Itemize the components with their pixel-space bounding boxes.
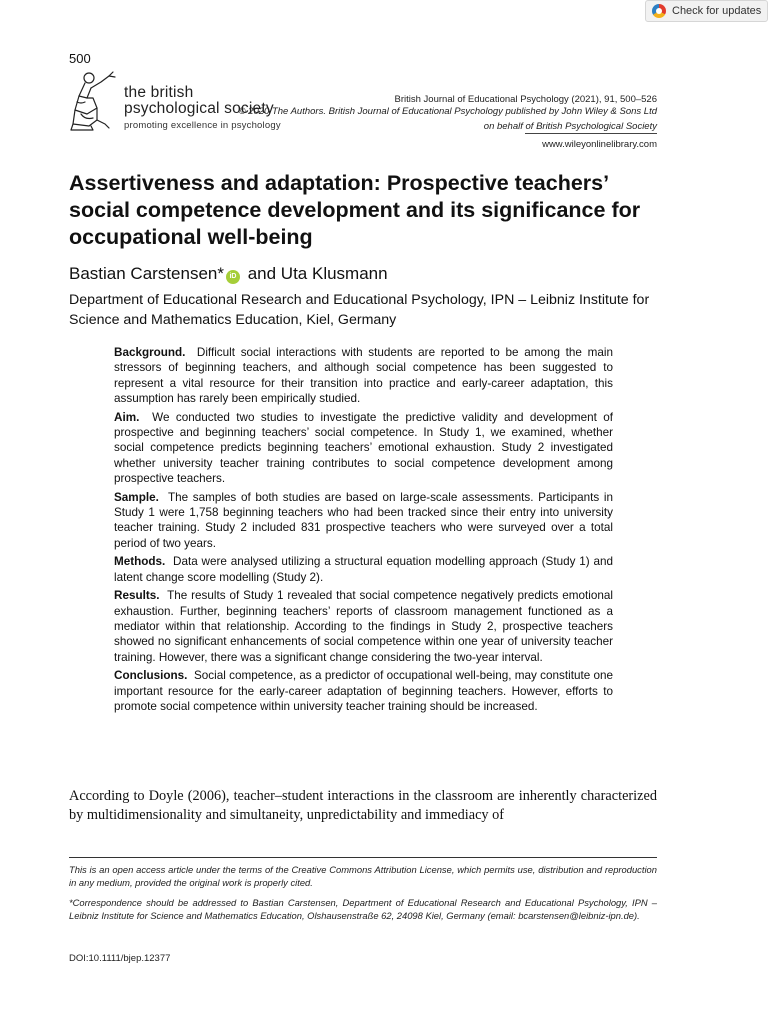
abstract-methods — [114, 554, 613, 585]
author-1: Bastian Carstensen* — [69, 264, 224, 283]
crossmark-icon — [652, 4, 666, 18]
abstract-label: Conclusions. — [114, 669, 188, 683]
affiliation: Department of Educational Research and Educational Psychology, IPN – Leibniz Institute for Science and Mathematics Education, Kiel, Germany — [69, 292, 650, 328]
logo-text-line2: psychological society — [124, 100, 274, 117]
abstract-label: Aim. — [114, 410, 140, 424]
abstract-text: The samples of both studies are based on large-scale assessments. Participants in Study 1 were 1,758 beginning teachers who had been tracked since their entry into university teacher training. Study 2 included 831 prospective teachers who were surveyed over a total period of two years. — [114, 490, 613, 550]
check-for-updates-button[interactable] — [645, 0, 768, 22]
author-list — [69, 264, 388, 284]
abstract-text: We conducted two studies to investigate the predictive validity and development of prospective and beginning teachers’ social competence. In Study 1, we examined, whether social competence predicts beginning teachers’ emotional exhaustion. Study 2 investigated whether university teacher training contributes to social competence development among prospective teachers. — [114, 410, 614, 485]
abstract-background — [114, 345, 613, 406]
correspondence-footnote: *Correspondence should be addressed to Bastian Carstensen, Department of Educational Research and Educational Psychology, IPN – Leibniz Institute for Science and Mathematics Education, Olshausenstraße 62, 24098 Kiel, Germany (email: bcarstensen@leibniz-ipn.de). — [69, 897, 657, 921]
abstract-label: Sample. — [114, 490, 159, 504]
abstract-results — [114, 588, 613, 664]
abstract — [114, 345, 613, 718]
journal-behalf: on behalf of British Psychological Society — [483, 121, 657, 132]
abstract-text: Data were analysed utilizing a structural equation modelling approach (Study 1) and latent change score modelling (Study 2). — [114, 555, 614, 584]
journal-copyright: © 2020 The Authors. British Journal of Educational Psychology published by John Wiley & Sons Ltd — [238, 106, 657, 117]
page-number: 500 — [69, 51, 91, 66]
journal-url-link[interactable]: www.wileyonlinelibrary.com — [542, 139, 657, 150]
footnote-divider — [69, 857, 657, 858]
abstract-label: Methods. — [114, 555, 166, 569]
abstract-label: Background. — [114, 346, 186, 359]
header-divider — [525, 133, 657, 134]
abstract-text: Social competence, as a predictor of occupational well-being, may constitute one important resource for the early-career adaptation of beginning teachers. However, efforts to promote social competence within university teacher training should be increased. — [114, 669, 614, 714]
abstract-aim — [114, 410, 613, 486]
journal-citation: British Journal of Educational Psychology (2021), 91, 500–526 — [394, 94, 657, 105]
author-2: and Uta Klusmann — [247, 264, 388, 283]
orcid-icon[interactable]: iD — [226, 270, 240, 284]
abstract-text: Difficult social interactions with students are reported to be among the main stressors of beginning teachers, and although social competence has been suggested to represent a vital resource for their transition into practice and early-career adaptation, this assumption has rarely been empirically studied. — [114, 346, 613, 405]
bps-logo-figure-icon — [67, 68, 121, 132]
abstract-text: The results of Study 1 revealed that social competence negatively predicts emotional exhaustion. Further, beginning teachers’ reports of classroom management functioned as a mediator within that relationship. According to the findings in Study 2, prospective teachers showed no significant enhancements of social competence within one year of university teacher training. However, there was a significant change considering the two-year interval. — [114, 589, 613, 664]
abstract-conclusions — [114, 668, 613, 714]
check-for-updates-label: Check for updates — [672, 5, 762, 17]
logo-tagline: promoting excellence in psychology — [124, 120, 281, 131]
license-footnote: This is an open access article under the terms of the Creative Commons Attribution License, which permits use, distribution and reproduction in any medium, provided the original work is properly cited. — [69, 864, 657, 888]
doi: DOI:10.1111/bjep.12377 — [69, 953, 171, 964]
logo-text-line1: the british — [124, 84, 194, 101]
body-paragraph: According to Doyle (2006), teacher–student interactions in the classroom are inherently characterized by multidimensionality and simultaneity, unpredictability and immediacy of — [69, 788, 657, 823]
article-title: Assertiveness and adaptation: Prospective teachers’ social competence development and its significance for occupational well-being — [69, 171, 641, 249]
abstract-sample — [114, 490, 613, 551]
abstract-label: Results. — [114, 589, 160, 603]
